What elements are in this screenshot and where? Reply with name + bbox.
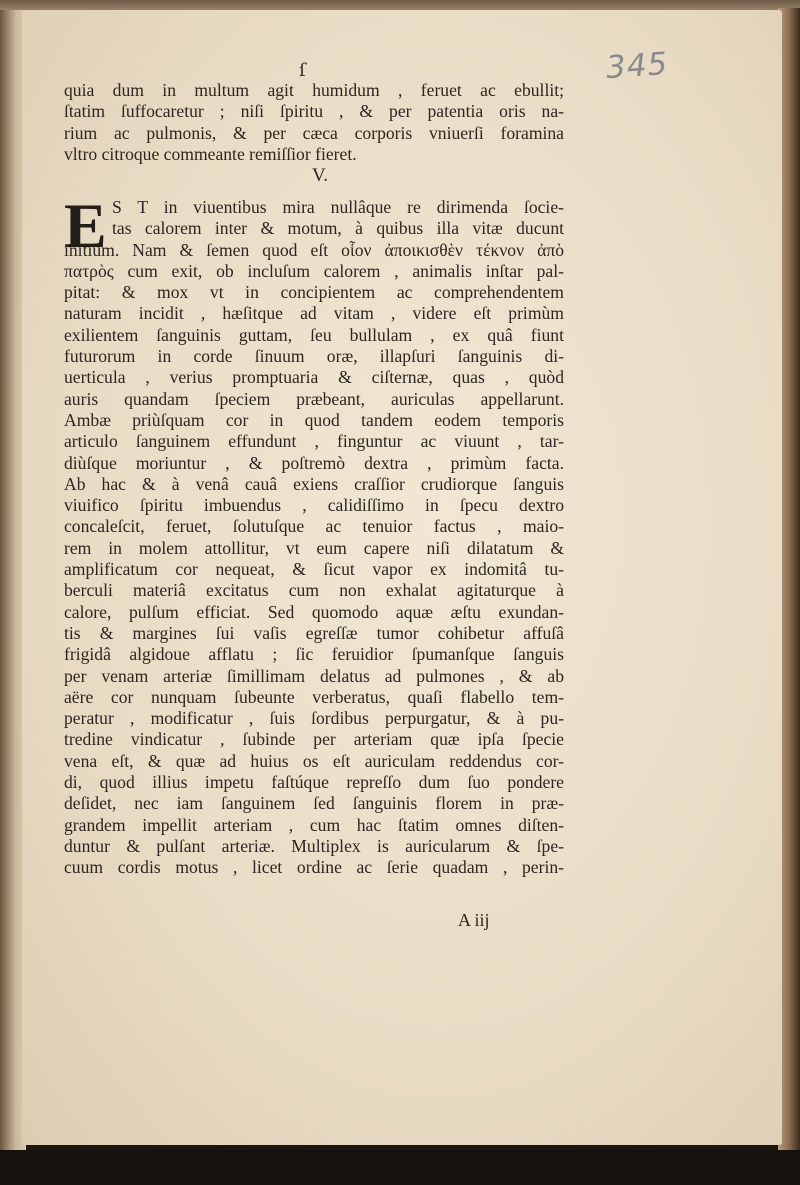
text-line: tas calorem inter & motum, à quibus illa vitæ ducunt <box>112 218 564 239</box>
text-line: S T in viuentibus mira nullâque re dirimenda ſocie- <box>112 197 564 217</box>
text-line: uerticula , verius promptuaria & ciſternæ, quas , quòd <box>64 367 564 388</box>
paragraph-section-v <box>64 190 564 879</box>
text-line: vena eſt, & quæ ad huius os eſt auriculam reddendus cor- <box>64 750 564 771</box>
handwritten-folio-number: 345 <box>604 45 670 87</box>
drop-cap: E <box>64 190 107 261</box>
text-line: πατρὸς cum exit, ob incluſum calorem , animalis inſtar pal- <box>64 260 564 281</box>
text-line: cuum cordis motus , licet ordine ac ſerie quadam , perin- <box>64 857 564 878</box>
text-line: viuifico ſpiritu imbuendus , calidiſſimo in ſpecu dextro <box>64 495 564 516</box>
text-line: pitat: & mox vt in concipientem ac comprehendentem <box>64 282 564 303</box>
text-line: berculi materiâ excitatus cum non exhalat agitaturque à <box>64 580 564 601</box>
top-printer-mark: ſ <box>299 60 306 81</box>
text-line: rem in molem attollitur, vt eum capere niſi dilatatum & <box>64 537 564 558</box>
text-line: di, quod illius impetu faſtúque repreſſo dum ſuo pondere <box>64 772 564 793</box>
text-line: duntur & pulſant arteriæ. Multiplex is auricularum & ſpe- <box>64 835 564 856</box>
paragraph-continuation <box>64 80 564 165</box>
text-line: futurorum in corde ſinuum oræ, illapſuri ſanguinis di- <box>64 346 564 367</box>
text-line: aëre cor nunquam ſubeunte verberatus, quaſi flabello tem- <box>64 686 564 707</box>
text-line: Ambæ priùſquam cor in quod tandem eodem temporis <box>64 409 564 430</box>
text-line: diùſque moriuntur , & poſtremò dextra , primùm facta. <box>64 452 564 473</box>
signature-mark: A iij <box>458 910 490 930</box>
section-number: V. <box>311 165 329 186</box>
text-line: amplificatum cor nequeat, & ſicut vapor ex indomitâ tu- <box>64 559 564 580</box>
text-line: rium ac pulmonis, & per cæca corporis vniuerſi foramina <box>64 122 564 143</box>
text-line: vltro citroque commeante remiſſior fieret. <box>64 143 357 164</box>
text-line: tredine vindicatur , ſubinde per arteriam quæ ipſa ſpecie <box>64 729 564 750</box>
text-line: deſidet, nec iam ſanguinem ſed ſanguinis florem in præ- <box>64 793 564 814</box>
text-line: calore, pulſum efficiat. Sed quomodo aquæ æſtu exundan- <box>64 601 564 622</box>
text-line: concaleſcit, feruet, ſolutuſque ac tenuior factus , maio- <box>64 516 564 537</box>
text-line: exilientem ſanguinis guttam, ſeu bullulam , ex quâ fiunt <box>64 324 564 345</box>
text-line: grandem impellit arteriam , cum hac ſtatim omnes diſten- <box>64 814 564 835</box>
text-line: Ab hac & à venâ cauâ exiens craſſior crudiorque ſanguis <box>64 473 564 494</box>
text-line: initium. Nam & ſemen quod eſt οἷον ἀποικισθὲν τέκνον ἀπὸ <box>64 239 564 260</box>
text-line: quia dum in multum agit humidum , feruet ac ebullit; <box>64 80 564 100</box>
text-line: peratur , modificatur , ſuis ſordibus perpurgatur, & à pu- <box>64 708 564 729</box>
text-line: tis & margines ſui vaſis egreſſæ tumor cohibetur affuſâ <box>64 622 564 643</box>
text-line: articulo ſanguinem effundunt , finguntur ac viuunt , tar- <box>64 431 564 452</box>
text-line: ſtatim ſuffocaretur ; niſi ſpiritu , & per patentia oris na- <box>64 101 564 122</box>
scan-bottom-band <box>0 1150 800 1185</box>
text-line: auris quandam ſpeciem præbeant, auriculas appellarunt. <box>64 388 564 409</box>
text-line: per venam arteriæ ſimillimam delatus ad pulmones , & ab <box>64 665 564 686</box>
text-line: naturam incidit , hæſitque ad vitam , videre eſt primùm <box>64 303 564 324</box>
text-line: frigidâ algidoue afflatu ; ſic feruidior ſpumanſque ſanguis <box>64 644 564 665</box>
